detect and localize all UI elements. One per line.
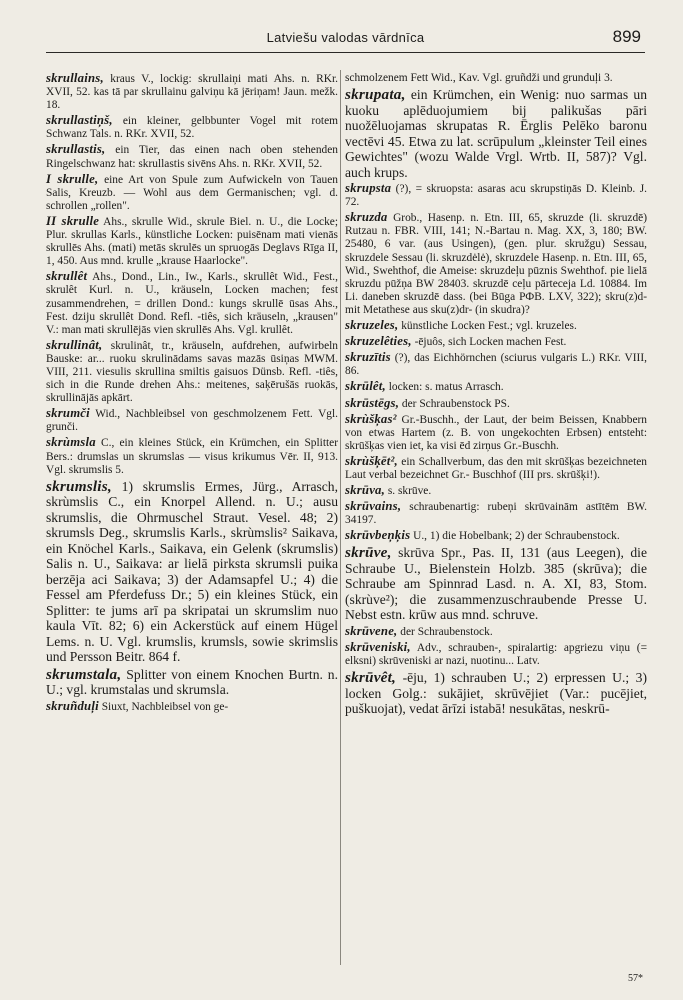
- right-column: [345, 72, 647, 719]
- dictionary-entry: [46, 114, 338, 141]
- entry-body: ein kleiner, gelbbunter Vogel mit rotem Schwanz Tals. n. RKr. XVII, 52.: [46, 115, 338, 141]
- entry-headword: skrullastis,: [46, 142, 106, 157]
- entry-body: schmolzenem Fett Wid., Kav. Vgl. gruñdži und grunduļi 3.: [345, 72, 613, 84]
- entry-body: U., 1) die Hobelbank; 2) der Schraubenstock.: [410, 530, 620, 543]
- dictionary-entry: [345, 380, 647, 394]
- entry-headword: skruzelêties,: [345, 334, 412, 349]
- entry-body: schraubenartig: rubeņi skrūvainām astītēm BW. 34197.: [345, 501, 647, 527]
- entry-body: eine Art von Spule zum Aufwickeln von Tauen Salis, Kreuzb. — Wohl aus dem Germanischen; vgl. d. schrollen „rollen".: [46, 173, 338, 212]
- entry-headword: skrupata,: [345, 86, 406, 104]
- entry-headword: skrūva,: [345, 483, 386, 498]
- entry-body: kraus V., lockig: skrullaiņi mati Ahs. n. RKr. XVII, 52. kas tā par skrullainu galviņu kā jēriņam! Jaun. mežk. 18.: [46, 73, 338, 112]
- entry-body: Wid., Nachbleibsel von geschmolzenem Fett. Vgl. grunči.: [46, 408, 338, 434]
- entry-body: Gr.-Buschh., der Laut, der beim Beissen, Knabbern von etwas Hartem (z. B. von ungekochten Erbsen) entsteht: skrūšķas vien iet, ka visi ēd zirņus Gr.-Buschh.: [345, 413, 647, 452]
- entry-headword: skrūstēgs,: [345, 395, 400, 410]
- dictionary-entry: [345, 335, 647, 349]
- entry-body: der Schraubenstock PS.: [399, 397, 510, 410]
- dictionary-entry: [345, 87, 647, 180]
- dictionary-entry: [345, 625, 647, 639]
- entry-body: -ējuôs, sich Locken machen Fest.: [411, 336, 567, 349]
- page-header: [46, 27, 645, 53]
- entry-headword: skruzītis: [345, 350, 391, 365]
- entry-headword: skrumslis,: [46, 477, 112, 495]
- entry-headword: skrūve,: [345, 544, 392, 562]
- entry-headword: skrullêt: [46, 269, 88, 284]
- dictionary-entry: [345, 211, 647, 317]
- entry-headword: skrullinât,: [46, 337, 103, 352]
- dictionary-entry: [345, 455, 647, 482]
- column-divider: [340, 70, 341, 965]
- entry-body: Splitter von einem Knochen Burtn. n. U.; vgl. krumstalas und skrumsla.: [46, 666, 338, 698]
- entry-headword: skrūvbeņķis: [345, 528, 411, 543]
- dictionary-entry: [345, 484, 647, 498]
- dictionary-entry: [46, 143, 338, 170]
- entry-headword: skrūlêt,: [345, 379, 386, 394]
- entry-body: der Schraubenstock.: [397, 625, 493, 638]
- entry-body: skrulinât, tr., kräuseln, aufdrehen, aufwirbeln Bauske: ar... ruoku skrulinādams savas mazās ūsiņas MWM. VIII, 211. viesulis skrullina smiltis gaisuos Dünsb. Refl. -tiês, sich in die Runde drehen Ahs.: meitenes, saķērušās ruokās, skrullinājās apkārt.: [46, 339, 338, 405]
- dictionary-entry: [345, 72, 647, 85]
- dictionary-entry: [345, 529, 647, 543]
- entry-headword: skruzda: [345, 210, 388, 225]
- entry-body: 1) skrumslis Ermes, Jürg., Arrasch, skrùmslis C., ein Knorpel Allend. n. U.; ausu skrumslis, die Ohrmuschel Straut. Vesel. 48; 2) skrumsls Deg., skrumslis Karls., skrùmslis² Saikava, ein Knöchel Karls., Saikava, ein Gelenk (skrumslis) Salis n. U., Saikava: ar lielā pirksta skrumsli puika berzēja aci Saikava; 3) der Adamsapfel U.; 4) die Fessel am Pferdefuss Dr.; 5) ein kleines Stück, ein Splitter: te jums arī pa skripatai un skrumslim nuo kaula Vīt. 82; 6) ein Ackerstück auf einem Hügel Lems. n. U. Vgl. krumslis, krumsls, sowie skrimslis und Persson Beitr. 864 f.: [46, 478, 338, 665]
- dictionary-entry: [46, 479, 338, 665]
- entry-headword: skruñduļi: [46, 698, 99, 713]
- entry-headword: skrùšķēt²,: [345, 453, 398, 468]
- entry-headword: skrūvêt,: [345, 669, 397, 687]
- dictionary-entry: [46, 436, 338, 476]
- dictionary-entry: [345, 397, 647, 411]
- signature-mark: 57*: [628, 973, 643, 984]
- entry-body: Ahs., Dond., Lin., Iw., Karls., skrullêt Wid., Fest., skrulêt Kurl. n. U., kräuseln, Locken machen; fest zusammendrehen, = drillen Dond.: kungs skrullē ūsas Ahs., Fest. dziju skrullêt Dond. Refl. -tiês, sich kräuseln, „krausen" V.: man mati skrullējās vien skrullēs Ahs. Vgl. krullêt.: [46, 271, 338, 336]
- dictionary-entry: [46, 173, 338, 213]
- dictionary-entry: [345, 670, 647, 717]
- page-number: 899: [612, 27, 641, 46]
- entry-headword: skrumstala,: [46, 665, 122, 683]
- dictionary-entry: [46, 667, 338, 698]
- entry-headword: skrùmsla: [46, 435, 96, 450]
- entry-headword: skrùšķas²: [345, 411, 397, 426]
- entry-body: (?), das Eichhörnchen (sciurus vulgaris L.) RKr. VIII, 86.: [345, 352, 647, 378]
- entry-headword: skrūveniski,: [345, 640, 411, 655]
- entry-body: C., ein kleines Stück, ein Krümchen, ein Splitter Bers.: drumslas un skrumslas — visus krikumus Vēr. II, 913. Vgl. skrumslis 5.: [46, 437, 338, 476]
- dictionary-entry: [46, 215, 338, 268]
- dictionary-entry: [345, 413, 647, 453]
- entry-headword: II skrulle: [46, 213, 100, 228]
- dictionary-entry: [46, 407, 338, 434]
- entry-body: s. skrūve.: [385, 485, 432, 498]
- entry-headword: I skrulle,: [46, 171, 99, 186]
- dictionary-entry: [345, 319, 647, 333]
- running-head: Latviešu valodas vārdnīca: [266, 30, 425, 45]
- entry-headword: skrumči: [46, 406, 90, 421]
- dictionary-entry: [46, 339, 338, 405]
- dictionary-entry: [46, 700, 338, 714]
- entry-body: ein Krümchen, ein Wenig: nuo sarmas un kuoku aplēduojumiem bij palikušas pāri nuožēluojamas skrupatas R. Ērglis Pelēko baronu vectēvi 45. Etwa zu lat. scrūpulum „kleinster Teil eines Gewichtes" (wozu Walde Vrgl. Wrtb. II, 587)? Vgl. auch krups.: [345, 87, 647, 180]
- dictionary-entry: [345, 500, 647, 527]
- entry-body: -ēju, 1) schrauben U.; 2) erpressen U.; 3) locken Golg.: sukājiet, skrūvējiet (Var.: pucējiet, puškuojat), vedat ārīzi istabā! nesukātas, neskrū-: [345, 670, 647, 717]
- entry-body: (?), = skruopsta: asaras acu skrupstiņās D. Kleinb. J. 72.: [345, 183, 647, 209]
- entry-body: künstliche Locken Fest.; vgl. kruzeles.: [398, 320, 577, 333]
- entry-body: Ahs., skrulle Wid., skrule Biel. n. U., die Locke; Plur. skrullas Karls., künstliche Locken: puisēnam mati vienās skrullēs Ahs. (mati) metās skrulēs un spruogās Deglavs Rīga II, 1, 450. Aus mnd. krulle „krause Haarlocke".: [46, 215, 338, 268]
- entry-body: Siuxt, Nachbleibsel von ge-: [98, 700, 229, 713]
- entry-headword: skrupsta: [345, 181, 392, 196]
- entry-headword: skruzeles,: [345, 318, 399, 333]
- entry-body: Adv., schrauben-, spiralartig: apgriezu viņu (= elksni) skrūveniski ar nazi, nuotinu... Latv.: [345, 642, 647, 668]
- entry-body: locken: s. matus Arrasch.: [385, 381, 504, 394]
- left-column: [46, 72, 338, 716]
- dictionary-entry: [46, 72, 338, 112]
- entry-headword: skrullastiņš,: [46, 113, 113, 128]
- dictionary-entry: [345, 351, 647, 378]
- dictionary-entry: [345, 545, 647, 623]
- entry-headword: skrullains,: [46, 71, 104, 85]
- entry-body: ein Schallverbum, das den mit skrūšķas bezeichneten Laut verbal bezeichnet Gr.- Buschhof (III prs. skrūšķi!).: [345, 455, 647, 481]
- entry-body: ein Tier, das einen nach oben stehenden Ringelschwanz hat: skrullastis sivēns Ahs. n. RKr. XVII, 52.: [46, 144, 338, 170]
- entry-headword: skrūvene,: [345, 623, 398, 638]
- dictionary-entry: [46, 270, 338, 336]
- entry-body: skrūva Spr., Pas. II, 131 (aus Leegen), die Schraube U., Bielenstein Holzb. 385 (skrūva); die Schraube am Spinnrad Lasd. n. A. XI, 83, Stom. (skrùve²); die zusammenzuschraubende Presse U. Nebst estn. krūw aus mnd. schruve.: [345, 545, 647, 623]
- dictionary-entry: [345, 182, 647, 209]
- dictionary-entry: [345, 641, 647, 668]
- entry-body: Grob., Hasenp. n. Etn. III, 65, skruzde (li. skruzdē) Rutzau n. FBR. VIII, 141; N.-Bartau n. Mag. XX, 3, 180; BW. 25480, 6 var. (aus Usingen), (gen. plur. skružgu) Sessau, skruzdele Sessau (li. skruzdėlė), skruzdele Hasenp. n. Etn. III, 65, Wid., Swehthof, die Ameise: skruzdeļu pūznis Swehthof. pie lielā skruzdu pūžņa BW 28403. skruzdē ceļu pārteceja Ld. 10884. Im Li. daneben skruzdē dass. (bei Būga РФВ. LXV, 322); skru(z)d- mit Metathese aus sku(z)dr- (in skudra)?: [345, 212, 647, 316]
- entry-headword: skrūvains,: [345, 499, 402, 514]
